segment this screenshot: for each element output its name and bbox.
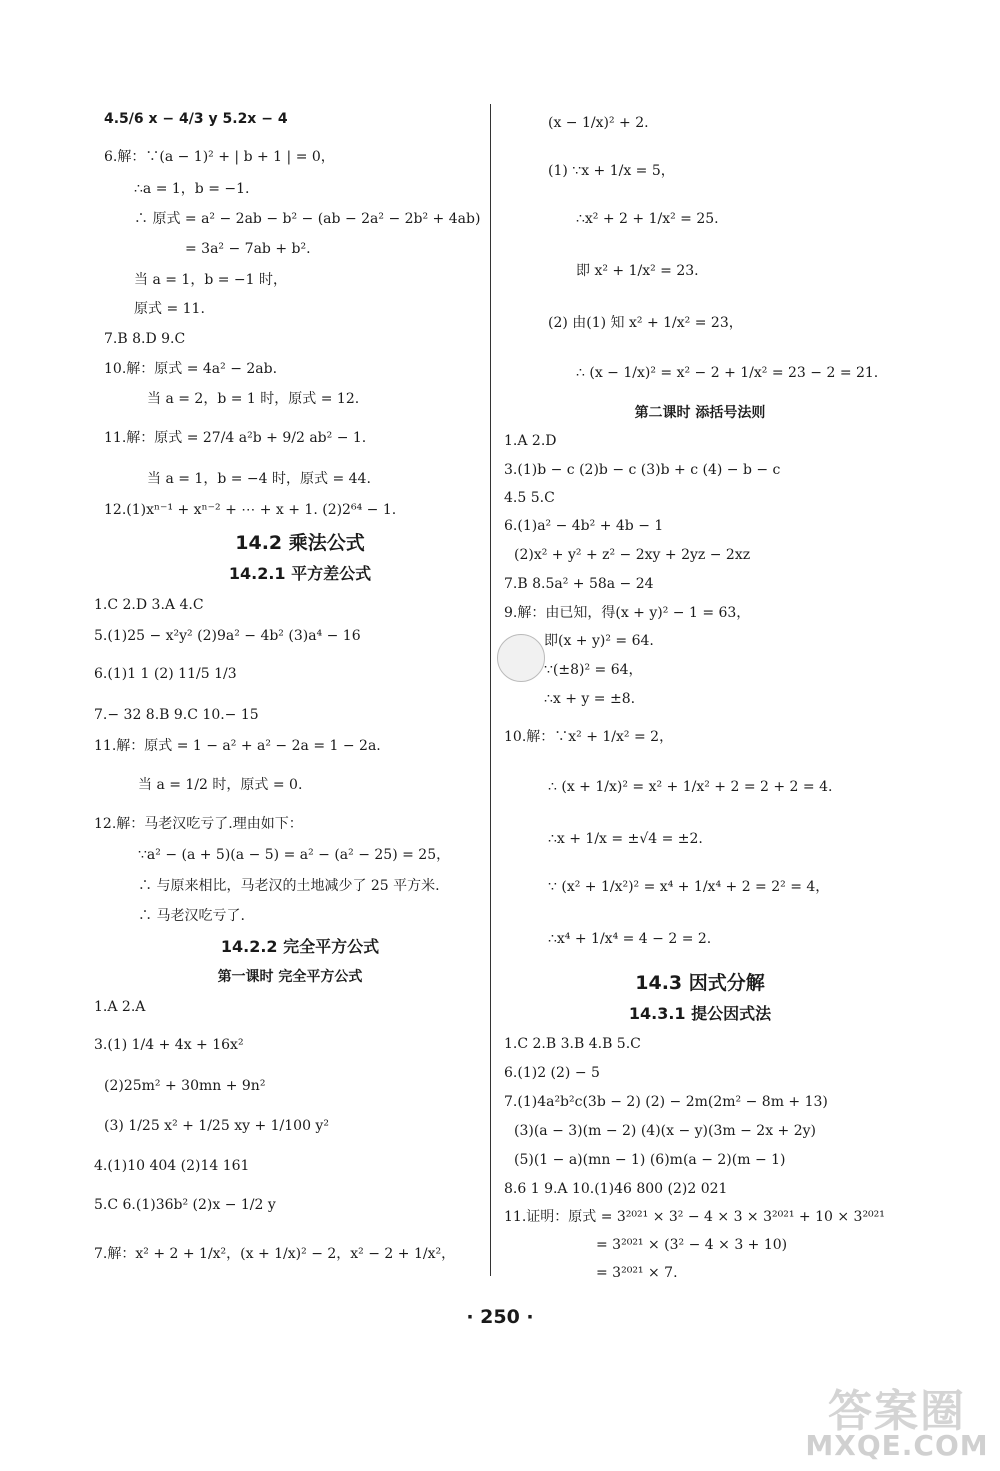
answer-line: (3)(a − 3)(m − 2) (4)(x − y)(3m − 2x + 2y) — [514, 1123, 817, 1139]
answer-line: 12.(1)xⁿ⁻¹ + xⁿ⁻² + ⋯ + x + 1. (2)2⁶⁴ − 1. — [104, 502, 397, 518]
answer-line: 1.C 2.D 3.A 4.C — [94, 597, 204, 613]
watermark-domain: MXQE.COM — [805, 1429, 989, 1462]
answer-line: (2)x² + y² + z² − 2xy + 2yz − 2xz — [514, 547, 751, 563]
answer-line: ∴ (x + 1/x)² = x² + 1/x² + 2 = 2 + 2 = 4. — [548, 779, 833, 795]
answer-line: 5.(1)25 − x²y² (2)9a² − 4b² (3)a⁴ − 16 — [94, 628, 361, 644]
answer-line: (2)25m² + 30mn + 9n² — [104, 1078, 266, 1094]
subsection-heading: 14.2.2 完全平方公式 — [220, 937, 380, 956]
answer-line: 10.解：原式 = 4a² − 2ab. — [104, 361, 278, 377]
lesson-heading: 第二课时 添括号法则 — [634, 405, 766, 421]
answer-line: 6.(1)1 1 (2) 11/5 1/3 — [94, 666, 237, 682]
answer-line: 7.解：x² + 2 + 1/x²，(x + 1/x)² − 2，x² − 2 + 1/x²， — [94, 1246, 456, 1262]
answer-line: ∴x + 1/x = ±√4 = ±2. — [548, 831, 703, 847]
answer-line: ∴x² + 2 + 1/x² = 25. — [576, 211, 719, 227]
answer-line: = 3a² − 7ab + b². — [185, 241, 311, 257]
section-heading: 14.2 乘法公式 — [235, 532, 365, 554]
answer-line: 9.解：由已知，得(x + y)² − 1 = 63， — [504, 605, 751, 621]
answer-line: ∵a² − (a + 5)(a − 5) = a² − (a² − 25) = 25， — [138, 847, 451, 863]
answer-line: ∵(±8)² = 64， — [544, 662, 643, 678]
answer-line: 当 a = 1，b = −4 时，原式 = 44. — [147, 471, 371, 487]
answer-line: 4.5/6 x − 4/3 y 5.2x − 4 — [104, 111, 288, 127]
section-heading: 14.3 因式分解 — [635, 972, 765, 994]
lesson-heading: 第一课时 完全平方公式 — [217, 969, 363, 985]
answer-line: ∴ 马老汉吃亏了. — [138, 908, 245, 924]
answer-line: 4.(1)10 404 (2)14 161 — [94, 1158, 250, 1174]
answer-line: 6.(1)a² − 4b² + 4b − 1 — [504, 518, 664, 534]
answer-line: (2) 由(1) 知 x² + 1/x² = 23， — [548, 315, 743, 331]
answer-line: = 3²⁰²¹ × (3² − 4 × 3 + 10) — [596, 1237, 788, 1253]
answer-line: (3) 1/25 x² + 1/25 xy + 1/100 y² — [104, 1118, 329, 1134]
answer-line: 1.A 2.D — [504, 433, 557, 449]
subsection-heading: 14.2.1 平方差公式 — [228, 564, 372, 583]
answer-line: 7.(1)4a²b²c(3b − 2) (2) − 2m(2m² − 8m + 13) — [504, 1094, 828, 1110]
column-divider — [490, 104, 491, 1276]
answer-line: 12.解：马老汉吃亏了.理由如下： — [94, 816, 303, 832]
answer-line: 即 x² + 1/x² = 23. — [576, 263, 699, 279]
answer-line: 7.− 32 8.B 9.C 10.− 15 — [94, 707, 259, 723]
answer-line: ∴ 原式 = a² − 2ab − b² − (ab − 2a² − 2b² + 4ab) — [134, 211, 481, 227]
stamp-mark — [497, 634, 545, 682]
answer-line: 3.(1)b − c (2)b − c (3)b + c (4) − b − c — [504, 462, 781, 478]
answer-line: 4.5 5.C — [504, 490, 555, 506]
answer-line: ∴x⁴ + 1/x⁴ = 4 − 2 = 2. — [548, 931, 712, 947]
answer-line: 当 a = 2，b = 1 时，原式 = 12. — [147, 391, 360, 407]
answer-line: (x − 1/x)² + 2. — [548, 115, 649, 131]
answer-line: 6.解：∵(a − 1)² + | b + 1 | = 0， — [104, 149, 335, 165]
answer-line: 1.A 2.A — [94, 999, 146, 1015]
answer-line: ∵ (x² + 1/x²)² = x⁴ + 1/x⁴ + 2 = 2² = 4， — [548, 879, 830, 895]
answer-line: (5)(1 − a)(mn − 1) (6)m(a − 2)(m − 1) — [514, 1152, 786, 1168]
answer-line: 7.B 8.5a² + 58a − 24 — [504, 576, 654, 592]
answer-line: ∴a = 1，b = −1. — [134, 181, 250, 197]
answer-line: 11.解：原式 = 27/4 a²b + 9/2 ab² − 1. — [104, 430, 367, 446]
answer-line: 3.(1) 1/4 + 4x + 16x² — [94, 1037, 244, 1053]
answer-line: 11.解：原式 = 1 − a² + a² − 2a = 1 − 2a. — [94, 738, 381, 754]
answer-line: 1.C 2.B 3.B 4.B 5.C — [504, 1036, 641, 1052]
answer-line: 6.(1)2 (2) − 5 — [504, 1065, 600, 1081]
answer-line: 11.证明：原式 = 3²⁰²¹ × 3² − 4 × 3 × 3²⁰²¹ + 10 × 3²⁰²¹ — [504, 1209, 885, 1225]
answer-line: 8.6 1 9.A 10.(1)46 800 (2)2 021 — [504, 1181, 728, 1197]
answer-line: (1) ∵x + 1/x = 5， — [548, 163, 675, 179]
answer-line: 原式 = 11. — [134, 301, 205, 317]
answer-line: 即(x + y)² = 64. — [544, 633, 654, 649]
answer-line: = 3²⁰²¹ × 7. — [596, 1265, 678, 1281]
watermark-text: 答案圈 — [828, 1386, 966, 1437]
answer-line: 5.C 6.(1)36b² (2)x − 1/2 y — [94, 1197, 276, 1213]
watermark-logo — [802, 1375, 992, 1467]
answer-line: 当 a = 1/2 时，原式 = 0. — [138, 777, 303, 793]
subsection-heading: 14.3.1 提公因式法 — [628, 1004, 772, 1023]
answer-line: ∴ 与原来相比，马老汉的土地减少了 25 平方米. — [138, 878, 440, 894]
page-number: · 250 · — [466, 1306, 534, 1328]
answer-line: 10.解：∵x² + 1/x² = 2， — [504, 729, 674, 745]
answer-line: ∴x + y = ±8. — [544, 691, 636, 707]
answer-line: 当 a = 1，b = −1 时， — [134, 272, 288, 288]
answer-line: ∴ (x − 1/x)² = x² − 2 + 1/x² = 23 − 2 = 21. — [576, 365, 879, 381]
answer-line: 7.B 8.D 9.C — [104, 331, 186, 347]
